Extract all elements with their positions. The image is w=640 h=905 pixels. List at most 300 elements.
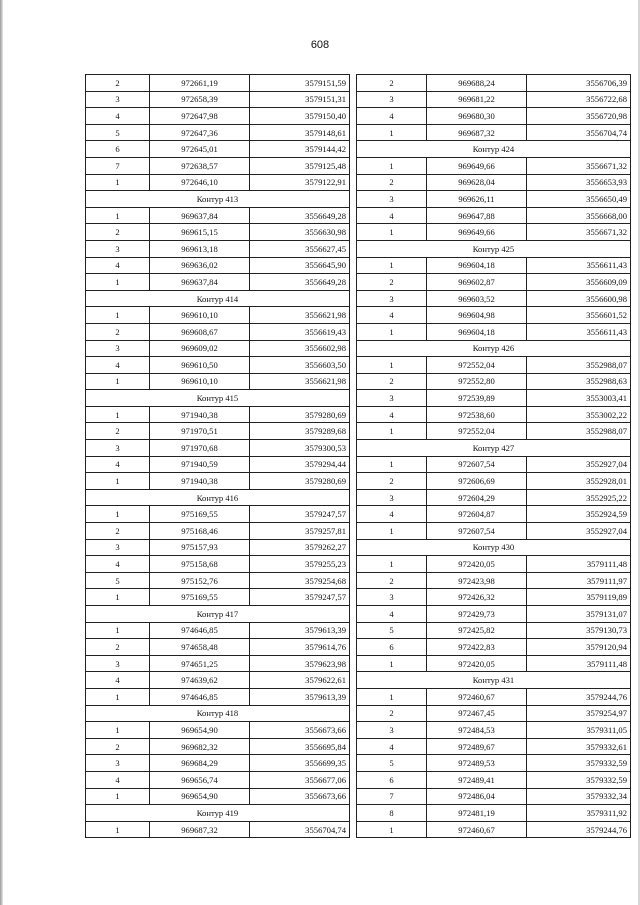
table-row — [86, 307, 350, 324]
table-row — [357, 705, 631, 722]
point-number: 1 — [86, 174, 150, 191]
point-number: 2 — [86, 523, 150, 540]
x-coordinate: 972647,36 — [150, 124, 250, 141]
x-coordinate: 972426,32 — [427, 589, 527, 606]
x-coordinate: 969626,11 — [427, 191, 527, 208]
contour-title: Контур 431 — [357, 672, 631, 689]
table-row — [86, 224, 350, 241]
point-number: 1 — [86, 589, 150, 606]
point-number: 1 — [357, 456, 427, 473]
point-number: 5 — [86, 124, 150, 141]
table-row — [357, 523, 631, 540]
point-number: 1 — [357, 157, 427, 174]
x-coordinate: 972552,04 — [427, 423, 527, 440]
table-row — [357, 323, 631, 340]
point-number: 4 — [357, 738, 427, 755]
table-row — [86, 207, 350, 224]
point-number: 1 — [86, 274, 150, 291]
x-coordinate: 969647,88 — [427, 207, 527, 224]
contour-header-row — [86, 390, 350, 407]
x-coordinate: 969688,24 — [427, 75, 527, 92]
point-number: 1 — [357, 323, 427, 340]
x-coordinate: 969687,32 — [150, 821, 250, 838]
x-coordinate: 972538,60 — [427, 406, 527, 423]
y-coordinate: 3556668,00 — [527, 207, 631, 224]
x-coordinate: 969636,02 — [150, 257, 250, 274]
x-coordinate: 972646,10 — [150, 174, 250, 191]
x-coordinate: 972489,67 — [427, 738, 527, 755]
x-coordinate: 972429,73 — [427, 606, 527, 623]
table-row — [86, 357, 350, 374]
x-coordinate: 972460,67 — [427, 688, 527, 705]
x-coordinate: 972484,53 — [427, 722, 527, 739]
y-coordinate: 3556611,43 — [527, 323, 631, 340]
point-number: 3 — [86, 240, 150, 257]
point-number: 1 — [86, 821, 150, 838]
point-number: 4 — [86, 456, 150, 473]
y-coordinate: 3556704,74 — [250, 821, 350, 838]
table-row — [357, 274, 631, 291]
x-coordinate: 975169,55 — [150, 589, 250, 606]
x-coordinate: 969684,29 — [150, 755, 250, 772]
y-coordinate: 3556645,90 — [250, 257, 350, 274]
x-coordinate: 969656,74 — [150, 771, 250, 788]
y-coordinate: 3579144,42 — [250, 141, 350, 158]
contour-title: Контур 425 — [357, 240, 631, 257]
contour-header-row — [86, 290, 350, 307]
contour-header-row — [86, 606, 350, 623]
table-row — [357, 423, 631, 440]
point-number: 2 — [357, 473, 427, 490]
y-coordinate: 3579280,69 — [250, 406, 350, 423]
point-number: 1 — [86, 473, 150, 490]
x-coordinate: 975158,68 — [150, 556, 250, 573]
x-coordinate: 969687,32 — [427, 124, 527, 141]
y-coordinate: 3579122,91 — [250, 174, 350, 191]
x-coordinate: 972420,05 — [427, 556, 527, 573]
x-coordinate: 972425,82 — [427, 622, 527, 639]
table-row — [357, 556, 631, 573]
point-number: 1 — [357, 655, 427, 672]
x-coordinate: 969604,18 — [427, 257, 527, 274]
table-row — [86, 174, 350, 191]
table-row — [86, 157, 350, 174]
point-number: 3 — [357, 191, 427, 208]
table-row — [357, 489, 631, 506]
y-coordinate: 3579332,61 — [527, 738, 631, 755]
table-row — [357, 75, 631, 92]
table-row — [357, 191, 631, 208]
point-number: 3 — [86, 440, 150, 457]
table-row — [357, 108, 631, 125]
table-row — [86, 523, 350, 540]
point-number: 2 — [86, 639, 150, 656]
x-coordinate: 971940,38 — [150, 406, 250, 423]
y-coordinate: 3579257,81 — [250, 523, 350, 540]
table-row — [86, 788, 350, 805]
y-coordinate: 3552988,07 — [527, 423, 631, 440]
point-number: 2 — [86, 423, 150, 440]
table-row — [86, 440, 350, 457]
x-coordinate: 972460,67 — [427, 821, 527, 838]
point-number: 8 — [357, 805, 427, 822]
x-coordinate: 972422,83 — [427, 639, 527, 656]
point-number: 2 — [86, 738, 150, 755]
y-coordinate: 3579111,97 — [527, 572, 631, 589]
table-row — [357, 456, 631, 473]
point-number: 1 — [357, 523, 427, 540]
x-coordinate: 972467,45 — [427, 705, 527, 722]
table-row — [86, 473, 350, 490]
point-number: 4 — [357, 307, 427, 324]
x-coordinate: 972606,69 — [427, 473, 527, 490]
table-row — [86, 423, 350, 440]
y-coordinate: 3579247,57 — [250, 506, 350, 523]
table-row — [86, 589, 350, 606]
contour-title: Контур 413 — [86, 191, 350, 208]
point-number: 2 — [357, 373, 427, 390]
table-row — [86, 655, 350, 672]
point-number: 4 — [86, 108, 150, 125]
y-coordinate: 3556611,43 — [527, 257, 631, 274]
point-number: 3 — [357, 390, 427, 407]
y-coordinate: 3579332,59 — [527, 755, 631, 772]
y-coordinate: 3553003,41 — [527, 390, 631, 407]
point-number: 5 — [86, 572, 150, 589]
table-row — [357, 473, 631, 490]
y-coordinate: 3556699,35 — [250, 755, 350, 772]
point-number: 2 — [357, 705, 427, 722]
table-row — [86, 108, 350, 125]
x-coordinate: 969682,32 — [150, 738, 250, 755]
table-row — [86, 688, 350, 705]
point-number: 1 — [357, 688, 427, 705]
point-number: 7 — [357, 788, 427, 805]
y-coordinate: 3556649,28 — [250, 207, 350, 224]
y-coordinate: 3579613,39 — [250, 622, 350, 639]
table-row — [86, 738, 350, 755]
y-coordinate: 3553002,22 — [527, 406, 631, 423]
x-coordinate: 972604,87 — [427, 506, 527, 523]
point-number: 4 — [86, 771, 150, 788]
x-coordinate: 972661,19 — [150, 75, 250, 92]
coordinates-table-left — [85, 74, 350, 838]
x-coordinate: 972489,53 — [427, 755, 527, 772]
y-coordinate: 3552925,22 — [527, 489, 631, 506]
y-coordinate: 3579613,39 — [250, 688, 350, 705]
table-row — [86, 771, 350, 788]
x-coordinate: 969654,90 — [150, 722, 250, 739]
contour-title: Контур 424 — [357, 141, 631, 158]
table-row — [86, 91, 350, 108]
point-number: 4 — [86, 357, 150, 374]
table-row — [357, 157, 631, 174]
table-row — [86, 755, 350, 772]
contour-header-row — [86, 489, 350, 506]
x-coordinate: 969603,52 — [427, 290, 527, 307]
point-number: 1 — [357, 124, 427, 141]
table-row — [86, 141, 350, 158]
y-coordinate: 3579289,68 — [250, 423, 350, 440]
table-row — [357, 821, 631, 838]
y-coordinate: 3556627,45 — [250, 240, 350, 257]
point-number: 6 — [357, 639, 427, 656]
contour-header-row — [357, 539, 631, 556]
table-row — [357, 290, 631, 307]
y-coordinate: 3579125,48 — [250, 157, 350, 174]
x-coordinate: 969613,18 — [150, 240, 250, 257]
contour-title: Контур 418 — [86, 705, 350, 722]
point-number: 4 — [86, 556, 150, 573]
table-row — [86, 373, 350, 390]
y-coordinate: 3579111,48 — [527, 655, 631, 672]
x-coordinate: 974639,62 — [150, 672, 250, 689]
contour-title: Контур 427 — [357, 440, 631, 457]
y-coordinate: 3556720,98 — [527, 108, 631, 125]
contour-header-row — [357, 340, 631, 357]
x-coordinate: 972658,39 — [150, 91, 250, 108]
x-coordinate: 969604,98 — [427, 307, 527, 324]
y-coordinate: 3579247,57 — [250, 589, 350, 606]
x-coordinate: 975157,93 — [150, 539, 250, 556]
table-row — [86, 556, 350, 573]
x-coordinate: 972423,98 — [427, 572, 527, 589]
table-row — [357, 788, 631, 805]
y-coordinate: 3579111,48 — [527, 556, 631, 573]
y-coordinate: 3552928,01 — [527, 473, 631, 490]
x-coordinate: 972645,01 — [150, 141, 250, 158]
coordinates-table-right-body — [357, 75, 631, 838]
y-coordinate: 3556677,06 — [250, 771, 350, 788]
x-coordinate: 969609,02 — [150, 340, 250, 357]
y-coordinate: 3552927,04 — [527, 523, 631, 540]
table-row — [357, 722, 631, 739]
contour-header-row — [86, 805, 350, 822]
point-number: 1 — [357, 556, 427, 573]
point-number: 1 — [357, 224, 427, 241]
x-coordinate: 972607,54 — [427, 523, 527, 540]
y-coordinate: 3556706,39 — [527, 75, 631, 92]
x-coordinate: 969610,50 — [150, 357, 250, 374]
x-coordinate: 971940,38 — [150, 473, 250, 490]
point-number: 7 — [86, 157, 150, 174]
contour-header-row — [86, 191, 350, 208]
point-number: 1 — [86, 722, 150, 739]
table-row — [357, 606, 631, 623]
x-coordinate: 969608,67 — [150, 323, 250, 340]
x-coordinate: 972552,04 — [427, 357, 527, 374]
point-number: 4 — [357, 506, 427, 523]
x-coordinate: 975152,76 — [150, 572, 250, 589]
table-row — [357, 622, 631, 639]
x-coordinate: 972647,98 — [150, 108, 250, 125]
point-number: 3 — [86, 655, 150, 672]
y-coordinate: 3579150,40 — [250, 108, 350, 125]
point-number: 3 — [357, 589, 427, 606]
table-row — [357, 257, 631, 274]
point-number: 4 — [357, 108, 427, 125]
table-row — [86, 406, 350, 423]
contour-title: Контур 416 — [86, 489, 350, 506]
point-number: 2 — [357, 75, 427, 92]
point-number: 3 — [357, 91, 427, 108]
point-number: 3 — [86, 539, 150, 556]
contour-title: Контур 414 — [86, 290, 350, 307]
x-coordinate: 972481,19 — [427, 805, 527, 822]
table-row — [86, 124, 350, 141]
x-coordinate: 972607,54 — [427, 456, 527, 473]
table-row — [86, 722, 350, 739]
y-coordinate: 3579244,76 — [527, 821, 631, 838]
y-coordinate: 3556653,93 — [527, 174, 631, 191]
table-row — [86, 639, 350, 656]
table-row — [86, 456, 350, 473]
y-coordinate: 3552988,63 — [527, 373, 631, 390]
y-coordinate: 3556649,28 — [250, 274, 350, 291]
point-number: 5 — [357, 622, 427, 639]
point-number: 6 — [357, 771, 427, 788]
y-coordinate: 3556722,68 — [527, 91, 631, 108]
x-coordinate: 969610,10 — [150, 307, 250, 324]
point-number: 1 — [357, 423, 427, 440]
y-coordinate: 3552988,07 — [527, 357, 631, 374]
contour-title: Контур 415 — [86, 390, 350, 407]
contour-header-row — [357, 440, 631, 457]
point-number: 3 — [357, 290, 427, 307]
x-coordinate: 975169,55 — [150, 506, 250, 523]
y-coordinate: 3579280,69 — [250, 473, 350, 490]
y-coordinate: 3556619,43 — [250, 323, 350, 340]
table-row — [357, 224, 631, 241]
table-row — [357, 207, 631, 224]
y-coordinate: 3579332,59 — [527, 771, 631, 788]
y-coordinate: 3579332,34 — [527, 788, 631, 805]
y-coordinate: 3579614,76 — [250, 639, 350, 656]
point-number: 1 — [86, 506, 150, 523]
table-row — [357, 91, 631, 108]
point-number: 2 — [86, 224, 150, 241]
x-coordinate: 972552,80 — [427, 373, 527, 390]
table-row — [357, 174, 631, 191]
x-coordinate: 969604,18 — [427, 323, 527, 340]
x-coordinate: 974646,85 — [150, 688, 250, 705]
y-coordinate: 3556704,74 — [527, 124, 631, 141]
table-row — [86, 257, 350, 274]
table-row — [357, 639, 631, 656]
point-number: 1 — [357, 357, 427, 374]
x-coordinate: 969649,66 — [427, 157, 527, 174]
point-number: 3 — [86, 91, 150, 108]
x-coordinate: 969637,84 — [150, 274, 250, 291]
y-coordinate: 3579131,07 — [527, 606, 631, 623]
x-coordinate: 971940,59 — [150, 456, 250, 473]
point-number: 2 — [357, 274, 427, 291]
table-row — [357, 390, 631, 407]
table-row — [86, 75, 350, 92]
point-number: 4 — [357, 406, 427, 423]
y-coordinate: 3556671,32 — [527, 224, 631, 241]
table-row — [357, 406, 631, 423]
point-number: 1 — [357, 821, 427, 838]
x-coordinate: 974658,48 — [150, 639, 250, 656]
table-row — [357, 771, 631, 788]
table-row — [86, 323, 350, 340]
table-row — [86, 672, 350, 689]
y-coordinate: 3579244,76 — [527, 688, 631, 705]
x-coordinate: 975168,46 — [150, 523, 250, 540]
x-coordinate: 972420,05 — [427, 655, 527, 672]
x-coordinate: 969681,22 — [427, 91, 527, 108]
y-coordinate: 3579311,05 — [527, 722, 631, 739]
x-coordinate: 971970,68 — [150, 440, 250, 457]
y-coordinate: 3579255,23 — [250, 556, 350, 573]
point-number: 1 — [86, 207, 150, 224]
y-coordinate: 3579623,98 — [250, 655, 350, 672]
y-coordinate: 3579311,92 — [527, 805, 631, 822]
table-row — [86, 539, 350, 556]
point-number: 2 — [86, 323, 150, 340]
y-coordinate: 3579622,61 — [250, 672, 350, 689]
point-number: 3 — [357, 489, 427, 506]
table-row — [357, 373, 631, 390]
y-coordinate: 3579151,59 — [250, 75, 350, 92]
point-number: 4 — [86, 257, 150, 274]
table-row — [86, 274, 350, 291]
point-number: 1 — [86, 307, 150, 324]
x-coordinate: 969602,87 — [427, 274, 527, 291]
table-row — [357, 688, 631, 705]
x-coordinate: 969637,84 — [150, 207, 250, 224]
contour-header-row — [357, 240, 631, 257]
y-coordinate: 3579119,89 — [527, 589, 631, 606]
x-coordinate: 972604,29 — [427, 489, 527, 506]
y-coordinate: 3579294,44 — [250, 456, 350, 473]
coordinates-table-left-body — [86, 75, 350, 838]
y-coordinate: 3579262,27 — [250, 539, 350, 556]
point-number: 4 — [86, 672, 150, 689]
point-number: 2 — [357, 174, 427, 191]
table-row — [86, 240, 350, 257]
y-coordinate: 3552924,59 — [527, 506, 631, 523]
table-row — [86, 340, 350, 357]
x-coordinate: 974646,85 — [150, 622, 250, 639]
y-coordinate: 3579120,94 — [527, 639, 631, 656]
table-row — [86, 572, 350, 589]
table-row — [357, 738, 631, 755]
point-number: 2 — [357, 572, 427, 589]
table-row — [357, 357, 631, 374]
y-coordinate: 3556673,66 — [250, 722, 350, 739]
table-row — [357, 755, 631, 772]
x-coordinate: 972489,41 — [427, 771, 527, 788]
contour-header-row — [86, 705, 350, 722]
point-number: 1 — [357, 257, 427, 274]
y-coordinate: 3556603,50 — [250, 357, 350, 374]
contour-title: Контур 430 — [357, 539, 631, 556]
table-row — [86, 821, 350, 838]
point-number: 3 — [86, 340, 150, 357]
table-row — [86, 622, 350, 639]
table-row — [357, 655, 631, 672]
y-coordinate: 3556630,98 — [250, 224, 350, 241]
point-number: 5 — [357, 755, 427, 772]
x-coordinate: 969610,10 — [150, 373, 250, 390]
x-coordinate: 969654,90 — [150, 788, 250, 805]
y-coordinate: 3556650,49 — [527, 191, 631, 208]
table-row — [357, 307, 631, 324]
x-coordinate: 972539,89 — [427, 390, 527, 407]
y-coordinate: 3556621,98 — [250, 373, 350, 390]
